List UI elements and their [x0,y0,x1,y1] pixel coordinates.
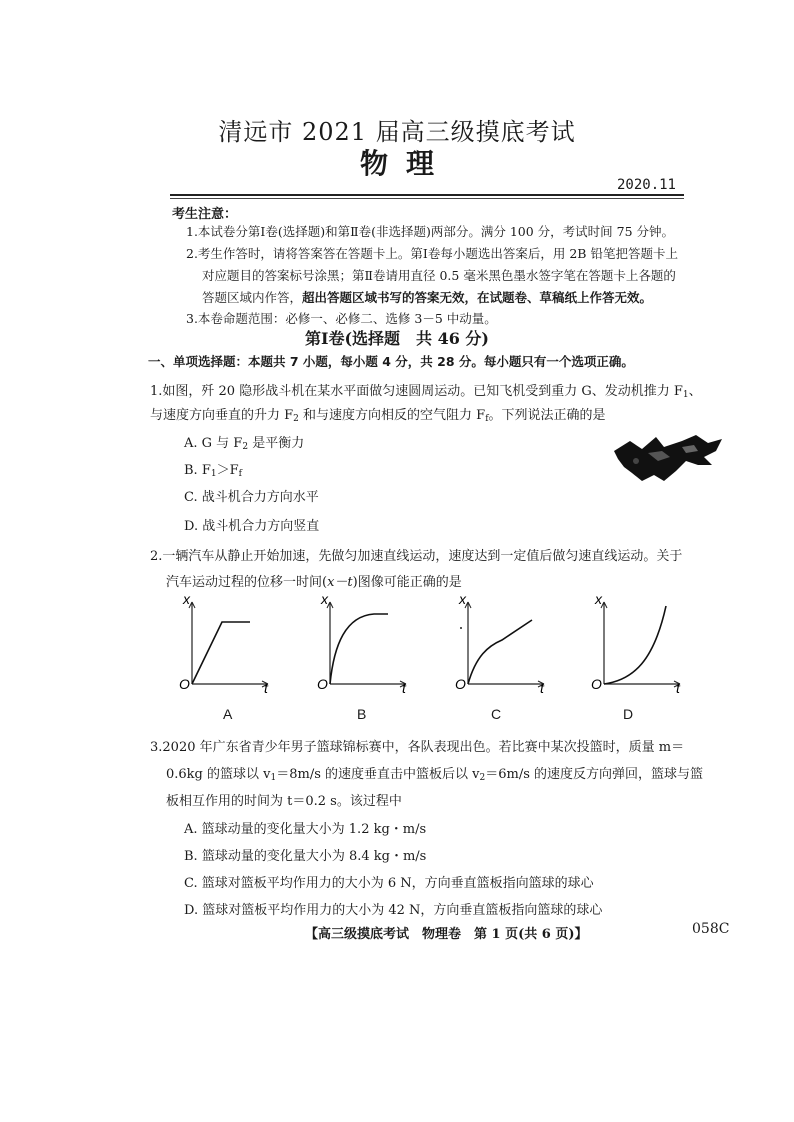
fighter-jet-image [612,431,724,487]
paper-code: 058C [692,921,730,937]
q1-l1-a: 1.如图，歼 20 隐形战斗机在某水平面做匀速圆周运动。已知飞机受到重力 G、发动机推力 F [150,384,683,399]
page-footer: 【高三级摸底考试 物理卷 第 1 页(共 6 页)】 [305,927,588,942]
notice-item-2-tail: 答题区域内作答， [202,290,303,305]
q1-b-subf: f [238,469,242,479]
graph-d-curve [604,606,666,684]
notice-item-3: 3.本卷命题范围：必修一、必修二、选修 3－5 中动量。 [186,311,497,326]
q3-option-a: A. 篮球动量的变化量大小为 1.2 kg・m/s [184,822,427,837]
graph-b-label: B [357,706,367,722]
graph-a [176,594,276,694]
q2-l2-var: x－t [327,575,353,590]
q1-l1-b: 、 [688,384,702,399]
q3-l2-sub2: 2 [479,773,486,783]
q2-stem-line2 [166,571,462,590]
notice-item-2-cont2 [202,288,652,306]
q3-l2-sub1: 1 [270,773,277,783]
q1-stem-line2 [150,404,606,424]
q1-l2-subf: f [485,414,489,424]
q1-b-2: ＞F [216,463,239,478]
graph-c-t-label: t [540,680,544,694]
q3-option-d: D. 篮球对篮板平均作用力的大小为 42 N，方向垂直篮板指向篮球的球心 [184,903,603,918]
graph-d [588,594,688,694]
q1-a-sub: 2 [242,442,249,452]
graph-d-x-label: x [595,594,602,607]
graph-b [314,594,414,694]
q3-option-b: B. 篮球动量的变化量大小为 8.4 kg・m/s [184,849,427,864]
graph-a-origin: O [179,676,190,692]
q1-option-d: D. 战斗机合力方向竖直 [184,519,320,534]
exam-date: 2020.11 [616,177,676,193]
q1-l2-sub2: 2 [293,414,299,424]
exam-title: 清远市 2021 届高三级摸底考试 [218,118,576,146]
q1-b-sub1: 1 [210,469,217,479]
graph-c [452,594,552,694]
graph-b-origin: O [317,676,328,692]
q3-stem-line2 [166,763,703,783]
q3-l2-b: ＝8m/s 的速度垂直击中篮板后以 v [276,767,480,782]
q1-option-c: C. 战斗机合力方向水平 [184,490,319,505]
graph-a-label: A [223,706,233,722]
q1-b-1: B. F [184,463,211,478]
q1-l2-a: 与速度方向垂直的升力 F [150,408,294,423]
graph-a-curve [192,622,250,684]
graph-a-t-label: t [264,680,268,694]
q3-l2-a: 0.6kg 的篮球以 v [166,767,271,782]
notice-emphasis: 超出答题区域书写的答案无效，在试题卷、草稿纸上作答无效。 [302,290,653,305]
graph-c-origin: O [455,676,466,692]
graph-b-x-label: x [321,594,328,607]
q3-stem-line3: 板相互作用的时间为 t＝0.2 s。该过程中 [166,794,402,809]
graph-c-x-label: x [459,594,466,607]
q2-l2-a: 汽车运动过程的位移一时间( [166,575,328,590]
graph-d-origin: O [591,676,602,692]
graph-a-x-label: x [183,594,190,607]
notice-item-1: 1.本试卷分第Ⅰ卷(选择题)和第Ⅱ卷(非选择题)两部分。满分 100 分，考试时间 75 分钟。 [186,224,675,239]
q1-a-1: A. G 与 F [184,436,243,451]
graph-b-t-label: t [402,680,406,694]
q3-l2-c: ＝6m/s 的速度反方向弹回，篮球与篮 [485,767,704,782]
q2-l2-b: )图像可能正确的是 [352,575,462,590]
q3-stem-line1: 3.2020 年广东省青少年男子篮球锦标赛中，各队表现出色。若比赛中某次投篮时，质量 m＝ [150,740,685,755]
q3-option-c: C. 篮球对篮板平均作用力的大小为 6 N，方向垂直篮板指向篮球的球心 [184,876,594,891]
q1-l2-b: 和与速度方向相反的空气阻力 F [298,408,486,423]
q1-l2-c: 。下列说法正确的是 [488,408,606,423]
q1-l1-sub: 1 [682,390,689,400]
section-title: 第Ⅰ卷(选择题 共 46 分) [304,329,490,348]
q1-option-a [184,432,304,452]
part-heading: 一、单项选择题：本题共 7 小题，每小题 4 分，共 28 分。每小题只有一个选项正确。 [148,354,634,369]
graph-b-curve [330,614,388,684]
q1-stem-line1 [150,380,702,400]
q2-stem-line1: 2.一辆汽车从静止开始加速，先做匀加速直线运动，速度达到一定值后做匀速直线运动。关于 [150,549,683,564]
graph-d-label: D [623,706,634,722]
q1-a-2: 是平衡力 [248,436,305,451]
q1-option-b [184,459,242,479]
subject-title: 物理 [359,147,452,180]
header-rule [170,194,684,199]
notice-heading: 考生注意： [172,207,238,222]
graph-c-label: C [491,706,502,722]
notice-item-2: 2.考生作答时，请将答案答在答题卡上。第Ⅰ卷每小题选出答案后，用 2B 铅笔把答题卡上 [186,246,678,261]
graph-d-t-label: t [676,680,680,694]
notice-item-2-cont: 对应题目的答案标号涂黑；第Ⅱ卷请用直径 0.5 毫米黑色墨水签字笔在答题卡上各题的 [202,268,676,283]
graph-c-curve [468,620,532,684]
